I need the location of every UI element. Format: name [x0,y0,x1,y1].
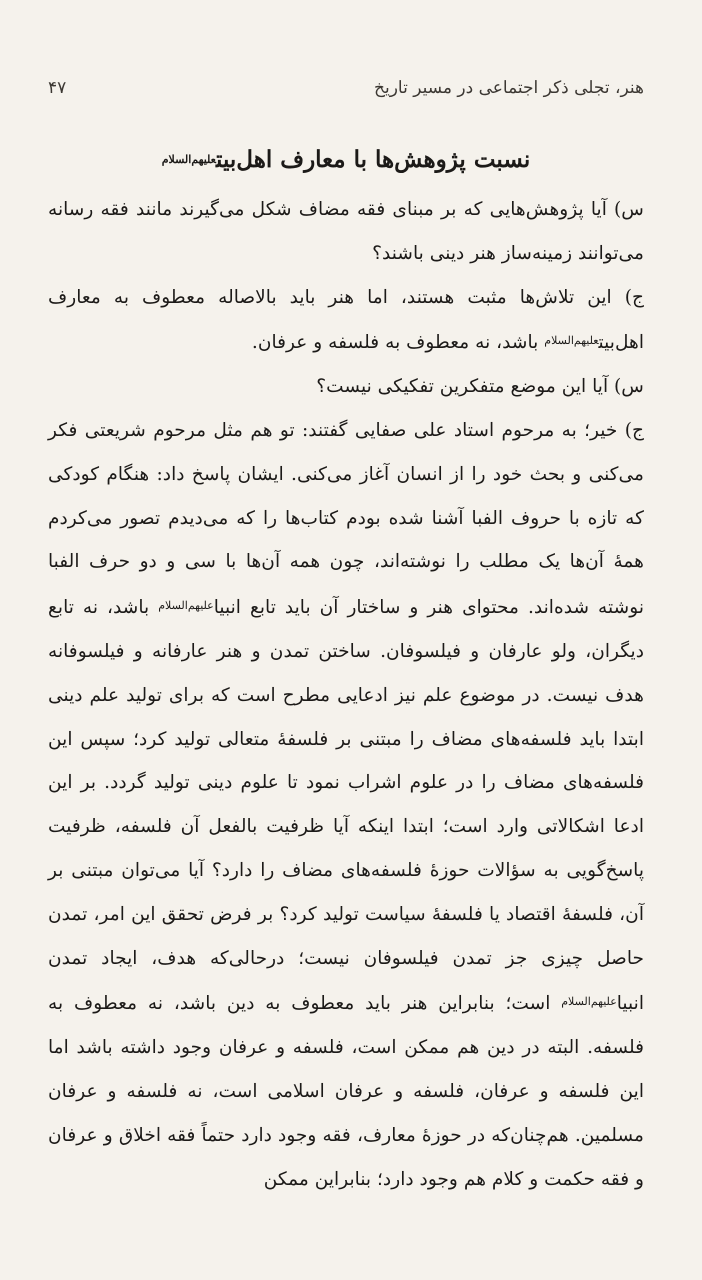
answer-text-part-b: باشد، نه تابع دیگران، ولو عارفان و فیلسوفان. ساختن تمدن و هنر عارفانه و فیلسوفانه هدف نیست. در موضوع علم نیز ادعایی مطرح است که برای تولید علم دینی ابتدا باید فلسفه‌های مضاف را مبتنی بر فلسفهٔ متعالی تولید کرد؛ سپس این فلسفه‌های مضاف را در علوم اشراب نمود تا علوم دینی تولید گردد. بر این ادعا اشکالاتی وارد است؛ ابتدا اینکه آیا ظرفیت بالفعل آن فلسفه، ظرفیت پاسخ‌گویی به سؤالات حوزهٔ فلسفه‌های مضاف را دارد؟ آیا می‌توان مبتنی بر آن، فلسفهٔ اقتصاد یا فلسفهٔ سیاست تولید کرد؟ بر فرض تحقق این امر، تمدن حاصل چیزی جز تمدن فیلسوفان نیست؛ درحالی‌که هدف، ایجاد تمدن انبیا [48,597,644,1015]
question-text: س) آیا این موضع متفکرین تفکیکی نیست؟ [316,376,644,398]
answer-honorific: علیهم‌السلام [544,334,599,348]
running-header [48,78,644,118]
answer-text-part-b: باشد، نه معطوف به فلسفه و عرفان. [251,332,545,354]
page-number: ۴۷ [48,78,67,98]
answer-paragraph [48,409,644,1201]
section-heading [48,140,644,180]
answer-text-part-a: ج) این تلاش‌ها مثبت هستند، اما هنر باید بالاصاله معطوف به معارف اهل‌بیت [48,286,644,354]
question-text: س) آیا پژوهش‌هایی که بر مبنای فقه مضاف شکل می‌گیرند مانند فقه رسانه می‌توانند زمینه‌ساز هنر دینی باشند؟ [48,199,644,264]
answer-paragraph [48,276,644,366]
running-title: هنر، تجلی ذکر اجتماعی در مسیر تاریخ [374,78,644,98]
section-heading-honorific: علیهم‌السلام [161,153,216,166]
question-paragraph [48,365,644,409]
answer-honorific: علیهم‌السلام [158,599,214,613]
body-text [48,140,644,1201]
answer-text-part-c: است؛ بنابراین هنر باید معطوف به دین باشد، نه معطوف به فلسفه. البته در دین هم ممکن است، فلسفه و عرفان وجود داشته باشد اما این فلسفه و عرفان، فلسفه و عرفان اسلامی است، نه فلسفه و عرفان مسلمین. هم‌چنان‌که در حوزهٔ معارف، فقه وجود دارد حتماً فقه اخلاق و عرفان و فقه حکمت و کلام هم وجود دارد؛ بنابراین ممکن [48,993,644,1190]
section-heading-text: نسبت پژوهش‌ها با معارف اهل‌بیت [216,146,531,173]
answer-text-part-a: ج) خیر؛ به مرحوم استاد علی صفایی گفتند: تو هم مثل مرحوم شریعتی فکر می‌کنی و بحث خود را از انسان آغاز می‌کنی. ایشان پاسخ داد: هنگام کودکی که تازه با حروف الفبا آشنا شده بودم کتاب‌ها را که می‌دیدم تصور می‌کردم همهٔ آن‌ها یک مطلب را نوشته‌اند، چون همه آن‌ها با سی و دو حرف الفبا نوشته شده‌اند. محتوای هنر و ساختار آن باید تابع انبیا [48,419,644,619]
answer-honorific: علیهم‌السلام [561,995,617,1009]
question-paragraph [48,188,644,276]
